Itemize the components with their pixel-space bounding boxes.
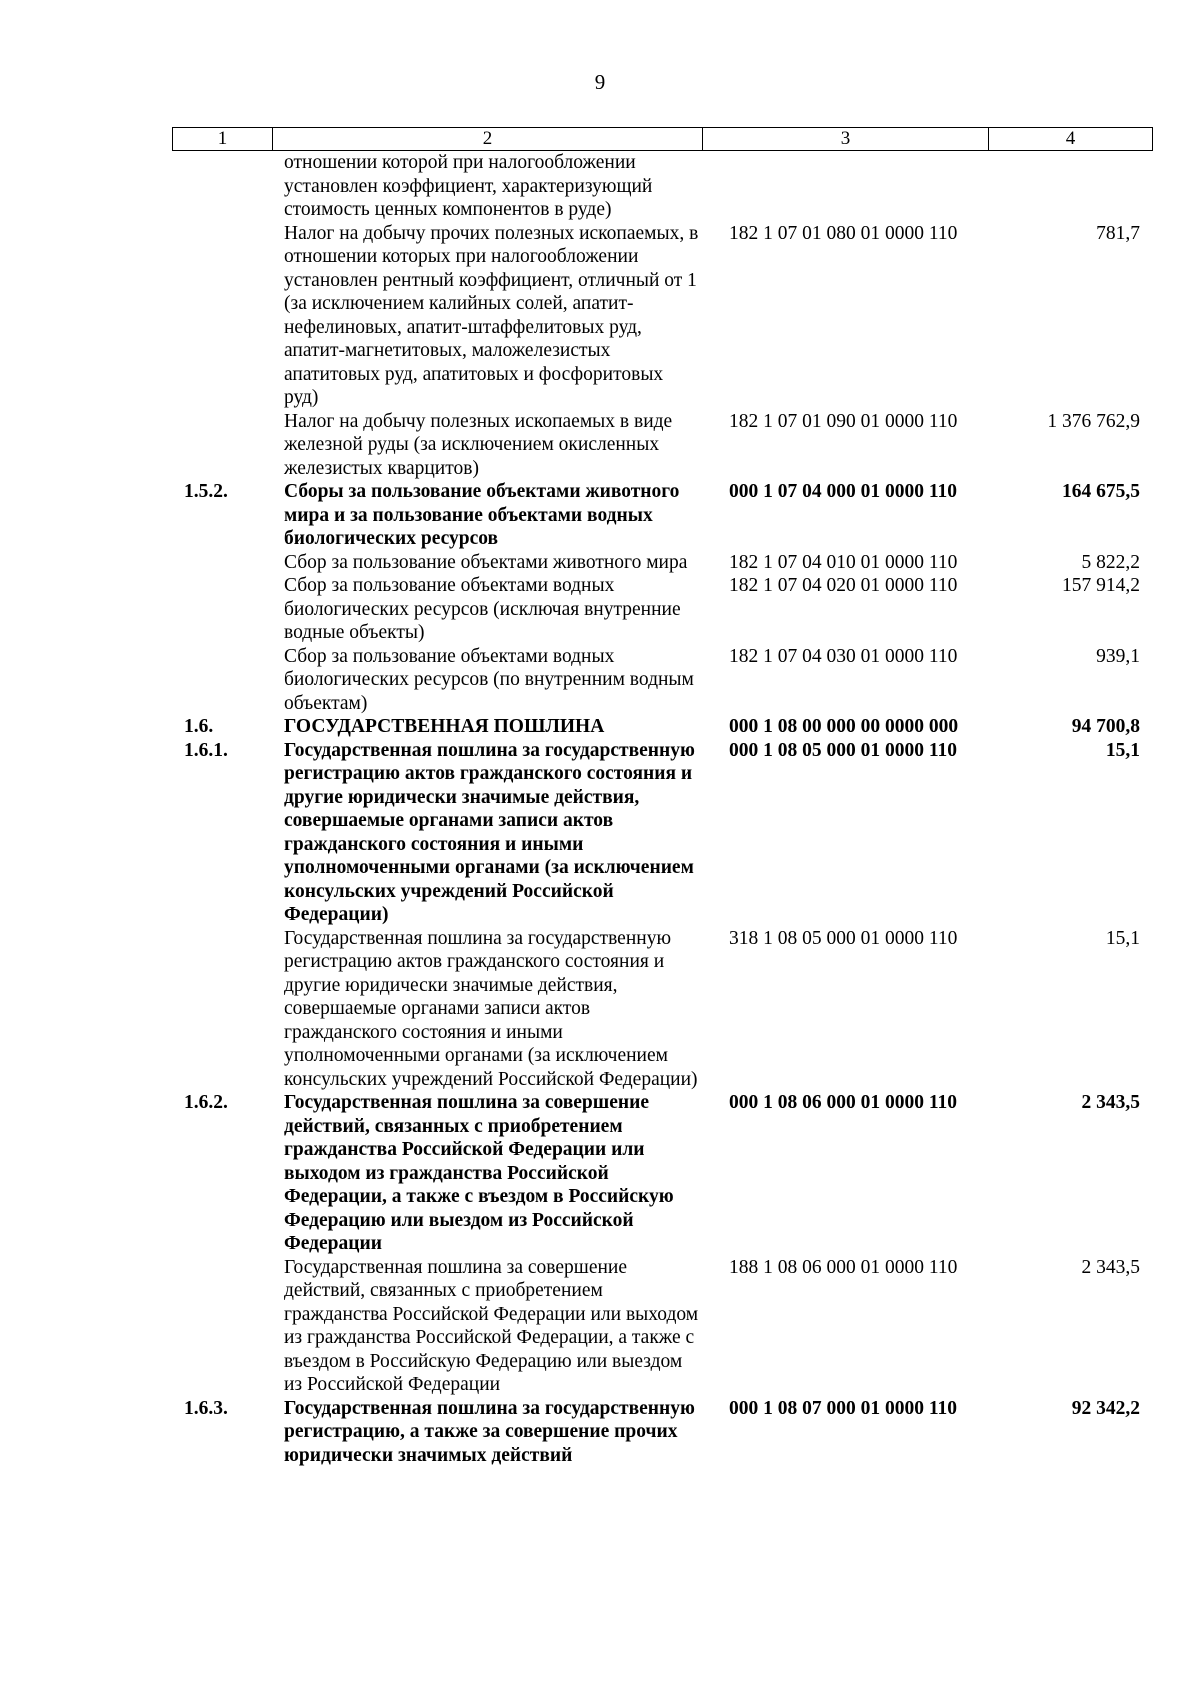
- row-value: 164 675,5: [1062, 481, 1140, 502]
- row-name: Государственная пошлина за государственную регистрацию актов гражданского состояния и другие юридически значимые действия, совершаемые органами записи актов гражданского состояния и иными уполномоченными органами (за исключением консульских учреждений Российской Федерации): [284, 927, 698, 1090]
- row-name: Налог на добычу полезных ископаемых в виде железной руды (за исключением окисленных железистых кварцитов): [284, 410, 673, 479]
- row-name: Государственная пошлина за государственную регистрацию, а также за совершение прочих юридически значимых действий: [284, 1397, 695, 1466]
- row-name: Государственная пошлина за совершение действий, связанных с приобретением гражданства Российской Федерации или выходом из гражданства Российской Федерации, а также с въездом в Российскую Федерацию или выездом из Российской Федерации: [284, 1092, 674, 1254]
- row-number: [172, 410, 272, 481]
- row-value: 939,1: [1096, 645, 1140, 667]
- row-value: 92 342,2: [1071, 1397, 1140, 1419]
- row-code: 182 1 07 04 020 01 0000 110: [729, 575, 958, 596]
- row-number: 1.6.2.: [184, 1092, 228, 1113]
- row-number: [172, 222, 272, 410]
- table-body: [172, 151, 1152, 1467]
- row-number: 1.6.3.: [184, 1397, 228, 1419]
- row-value: 5 822,2: [1081, 551, 1140, 573]
- header-col-2: 2: [273, 128, 703, 151]
- row-value: 1 376 762,9: [1047, 410, 1140, 432]
- row-value: 157 914,2: [1062, 575, 1140, 596]
- row-value: 2 343,5: [1081, 1256, 1140, 1278]
- row-name: Государственная пошлина за совершение действий, связанных с приобретением гражданства Российской Федерации или выходом из гражданства Российской Федерации, а также с въездом в Российскую Федерацию или выездом из Российской Федерации: [284, 1256, 699, 1395]
- row-name: Государственная пошлина за государственную регистрацию актов гражданского состояния и другие юридически значимые действия, совершаемые органами записи актов гражданского состояния и иными уполномоченными органами (за исключением консульских учреждений Российской Федерации): [284, 739, 695, 925]
- page-number: 9: [594, 70, 606, 94]
- row-value: 2 343,5: [1081, 1092, 1140, 1113]
- table-row: [172, 574, 1152, 645]
- table-row: [172, 1091, 1152, 1256]
- row-name: Сбор за пользование объектами водных биологических ресурсов (по внутренним водным объектам): [284, 645, 694, 714]
- row-code: 182 1 07 04 030 01 0000 110: [729, 645, 958, 667]
- row-name: ГОСУДАРСТВЕННАЯ ПОШЛИНА: [284, 716, 605, 737]
- table-row: [172, 927, 1152, 1092]
- header-col-3: 3: [703, 128, 989, 151]
- row-value: [987, 151, 1151, 222]
- row-code: 000 1 08 00 000 00 0000 000: [729, 716, 959, 737]
- row-number: [172, 551, 272, 575]
- row-code: 000 1 08 07 000 01 0000 110: [729, 1397, 958, 1419]
- row-name: Сбор за пользование объектами животного мира: [284, 551, 688, 573]
- header-col-4: 4: [989, 128, 1153, 151]
- row-code: 182 1 07 01 090 01 0000 110: [729, 410, 958, 432]
- row-code: 182 1 07 04 010 01 0000 110: [729, 551, 958, 573]
- row-code: 000 1 08 05 000 01 0000 110: [729, 739, 958, 761]
- row-number: 1.5.2.: [184, 481, 228, 502]
- row-number: 1.6.1.: [184, 739, 228, 761]
- row-code: [702, 151, 987, 222]
- row-code: 000 1 08 06 000 01 0000 110: [729, 1092, 958, 1113]
- row-name: Сбор за пользование объектами водных биологических ресурсов (исключая внутренние водные объекты): [284, 575, 681, 643]
- table-row: [172, 1256, 1152, 1397]
- row-value: 94 700,8: [1071, 716, 1140, 737]
- table-row: [172, 410, 1152, 481]
- row-code: 318 1 08 05 000 01 0000 110: [729, 927, 958, 949]
- row-number: [172, 574, 272, 645]
- row-number: [172, 151, 272, 222]
- table-row: [172, 715, 1152, 739]
- row-code: 188 1 08 06 000 01 0000 110: [729, 1256, 958, 1278]
- table-row: [172, 222, 1152, 410]
- table-row: [172, 151, 1152, 222]
- row-name: отношении которой при налогообложении установлен коэффициент, характеризующий стоимость ценных компонентов в руде): [284, 152, 653, 220]
- row-value: 781,7: [1096, 222, 1140, 244]
- table-row: [172, 480, 1152, 551]
- table-row: [172, 739, 1152, 927]
- row-number: 1.6.: [184, 716, 214, 737]
- header-col-1: 1: [173, 128, 273, 151]
- row-value: 15,1: [1105, 739, 1140, 761]
- row-number: [172, 927, 272, 1092]
- row-number: [172, 645, 272, 716]
- row-name: Сборы за пользование объектами животного мира и за пользование объектами водных биологических ресурсов: [284, 481, 680, 549]
- row-number: [172, 1256, 272, 1397]
- row-value: 15,1: [1105, 927, 1140, 949]
- table-row: [172, 551, 1152, 575]
- table-row: [172, 645, 1152, 716]
- row-code: 000 1 07 04 000 01 0000 110: [729, 481, 958, 502]
- row-name: Налог на добычу прочих полезных ископаемых, в отношении которых при налогообложении установлен рентный коэффициент, отличный от 1 (за исключением калийных солей, апатит-нефелиновых, апатит-штаффелитовых руд, апатит-магнетитовых, маложелезистых апатитовых руд, апатитовых и фосфоритовых руд): [284, 222, 699, 408]
- table-header: [172, 127, 1153, 151]
- table-row: [172, 1397, 1152, 1468]
- row-code: 182 1 07 01 080 01 0000 110: [729, 222, 958, 244]
